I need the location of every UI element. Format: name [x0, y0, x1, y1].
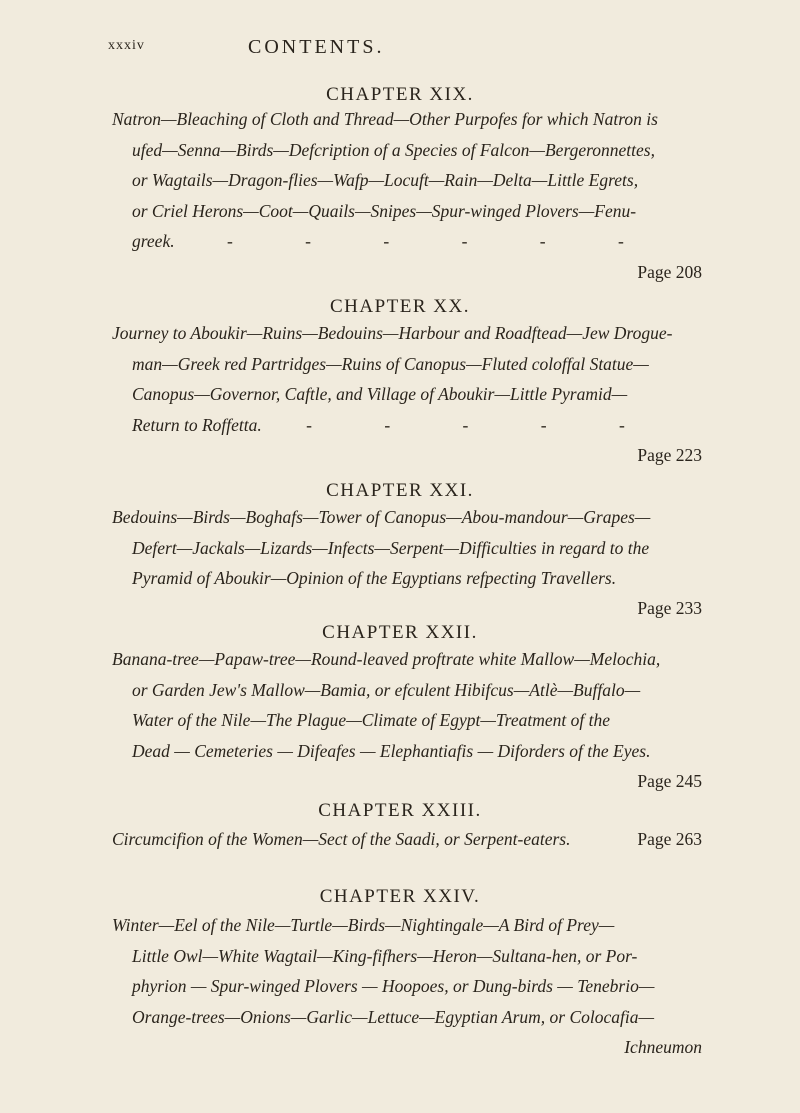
summary-line: Dead — Cemeteries — Difeafes — Elephantiafis — Diforders of the Eyes.: [132, 740, 651, 761]
page-reference: Page 263: [637, 829, 702, 849]
summary-line: Canopus—Governor, Caftle, and Village of Aboukir—Little Pyramid—: [132, 384, 628, 404]
summary-line: [112, 824, 702, 855]
page-number: xxxiv: [108, 38, 145, 53]
chapter-summary: [112, 318, 702, 471]
summary-line: Defert—Jackals—Lizards—Infects—Serpent—Difficulties in regard to the: [132, 537, 650, 558]
summary-line: Little Owl—White Wagtail—King-fifhers—Heron—Sultana-hen, or Por-: [132, 945, 638, 966]
chapter-summary: [112, 502, 702, 594]
chapter-title: CHAPTER XX.: [329, 296, 470, 317]
summary-line-end: Return to Roffetta.: [132, 414, 262, 435]
summary-line: Water of the Nile—The Plague—Climate of Egypt—Treatment of the: [132, 710, 610, 730]
summary-line: Natron—Bleaching of Cloth and Thread—Other Purpofes for which Natron is: [112, 109, 658, 129]
leader-dashes: - - - - - -: [226, 231, 658, 251]
summary-line: Banana-tree—Papaw-tree—Round-leaved proftrate white Mallow—Melochia,: [112, 649, 661, 669]
summary-line-end: greek.: [132, 231, 175, 251]
summary-line: Orange-trees—Onions—Garlic—Lettuce—Egyptian Arum, or Colocafia—: [132, 1006, 655, 1027]
chapter-title: CHAPTER XXI.: [326, 480, 474, 501]
chapter-summary: [112, 824, 702, 855]
chapter-summary: [112, 910, 702, 1063]
chapter-summary: [112, 644, 702, 766]
chapter-title: CHAPTER XXII.: [322, 622, 478, 643]
summary-line: phyrion — Spur-winged Plovers — Hoopoes, or Dung-birds — Tenebrio—: [132, 976, 655, 996]
running-head: CONTENTS.: [248, 36, 385, 58]
summary-line: Winter—Eel of the Nile—Turtle—Birds—Nightingale—A Bird of Prey—: [112, 915, 615, 935]
chapter-title: CHAPTER XXIV.: [319, 886, 481, 907]
summary-line: Ichneumon: [624, 1037, 702, 1057]
summary-line: [112, 226, 702, 282]
summary-line: [112, 410, 702, 465]
page-reference: Page 208: [637, 261, 702, 282]
summary-line: man—Greek red Partridges—Ruins of Canopus—Fluted coloffal Statue—: [132, 353, 649, 374]
summary-line: Journey to Aboukir—Ruins—Bedouins—Harbour and Roadftead—Jew Drogue-: [112, 323, 673, 343]
page-reference: Page 223: [637, 445, 702, 465]
page-reference: Page 245: [637, 771, 702, 791]
summary-line-end: Circumcifion of the Women—Sect of the Saadi, or Serpent-eaters.: [112, 829, 571, 849]
summary-line: or Garden Jew's Mallow—Bamia, or efculent Hibifcus—Atlè—Buffalo—: [132, 679, 641, 700]
page-reference: Page 233: [637, 598, 702, 618]
page-reference-row: [112, 766, 702, 797]
chapter-title: CHAPTER XXIII.: [318, 800, 482, 821]
summary-line: or Wagtails—Dragon-flies—Wafp—Locuft—Rain—Delta—Little Egrets,: [132, 170, 639, 190]
summary-line: Pyramid of Aboukir—Opinion of the Egyptians refpecting Travellers.: [132, 568, 617, 588]
summary-line: or Criel Herons—Coot—Quails—Snipes—Spur-winged Plovers—Fenu-: [132, 200, 637, 221]
summary-line: ufed—Senna—Birds—Defcription of a Species of Falcon—Bergeronnettes,: [132, 139, 655, 160]
page-header: [108, 36, 708, 64]
page-reference-row: [112, 593, 702, 624]
chapter-title: CHAPTER XIX.: [326, 84, 474, 105]
chapter-summary: [112, 104, 702, 287]
summary-line: Bedouins—Birds—Boghafs—Tower of Canopus—Abou-mandour—Grapes—: [112, 507, 651, 527]
leader-dashes: - - - - -: [306, 414, 659, 435]
